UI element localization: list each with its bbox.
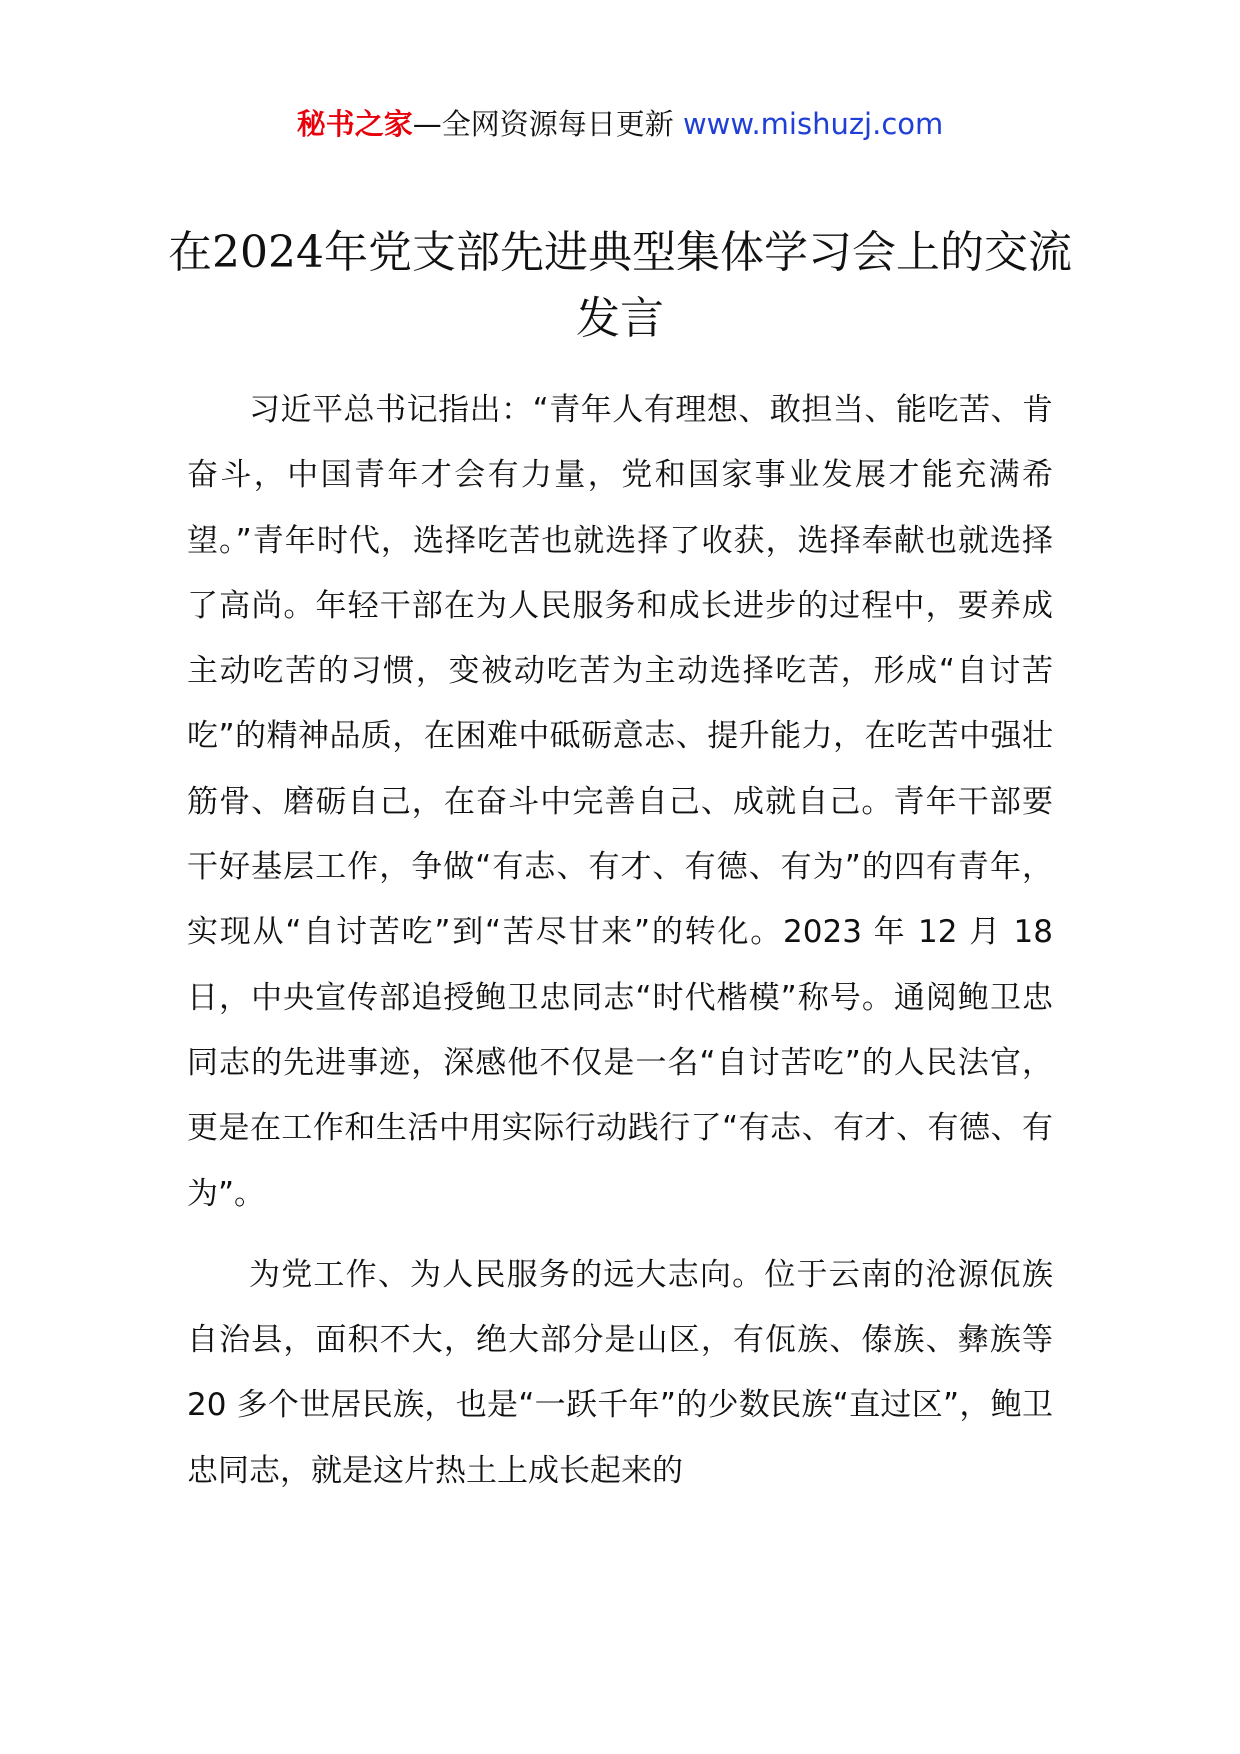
brand-name: 秘书之家 xyxy=(296,107,413,141)
document-body xyxy=(187,378,1053,1504)
paragraph-2: 为党工作、为人民服务的远大志向。位于云南的沧源佤族自治县，面积不大，绝大部分是山区，有佤族、傣族、彝族等 20 多个世居民族，也是“一跃千年”的少数民族“直过区”，鲍卫忠同志，就是这片热土上成长起来的 xyxy=(187,1256,1053,1489)
title-year: 2024 xyxy=(212,227,324,278)
title-text: 年党支部先进典型集体学习会上的交流发言 xyxy=(323,227,1072,344)
site-header xyxy=(0,100,1240,148)
paragraph-1: 习近平总书记指出：“青年人有理想、敢担当、能吃苦、肯奋斗，中国青年才会有力量，党和国家事业发展才能充满希望。”青年时代，选择吃苦也就选择了收获，选择奉献也就选择了高尚。年轻干部在为人民服务和成长进步的过程中，要养成主动吃苦的习惯，变被动吃苦为主动选择吃苦，形成“自讨苦吃”的精神品质，在困难中砥砺意志、提升能力，在吃苦中强壮筋骨、磨砺自己，在奋斗中完善自己、成就自己。青年干部要干好基层工作，争做“有志、有才、有德、有为”的四有青年，实现从“自讨苦吃”到“苦尽甘来”的转化。2023 年 12 月 18 日，中央宣传部追授鲍卫忠同志“时代楷模”称号。通阅鲍卫忠同志的先进事迹，深感他不仅是一名“自讨苦吃”的人民法官，更是在工作和生活中用实际行动践行了“有志、有才、有德、有为”。 xyxy=(187,392,1053,1212)
document-title xyxy=(160,220,1080,352)
title-prefix: 在 xyxy=(168,227,212,278)
site-slogan: —全网资源每日更新 xyxy=(412,107,674,141)
site-url[interactable]: www.mishuzj.com xyxy=(682,107,944,141)
